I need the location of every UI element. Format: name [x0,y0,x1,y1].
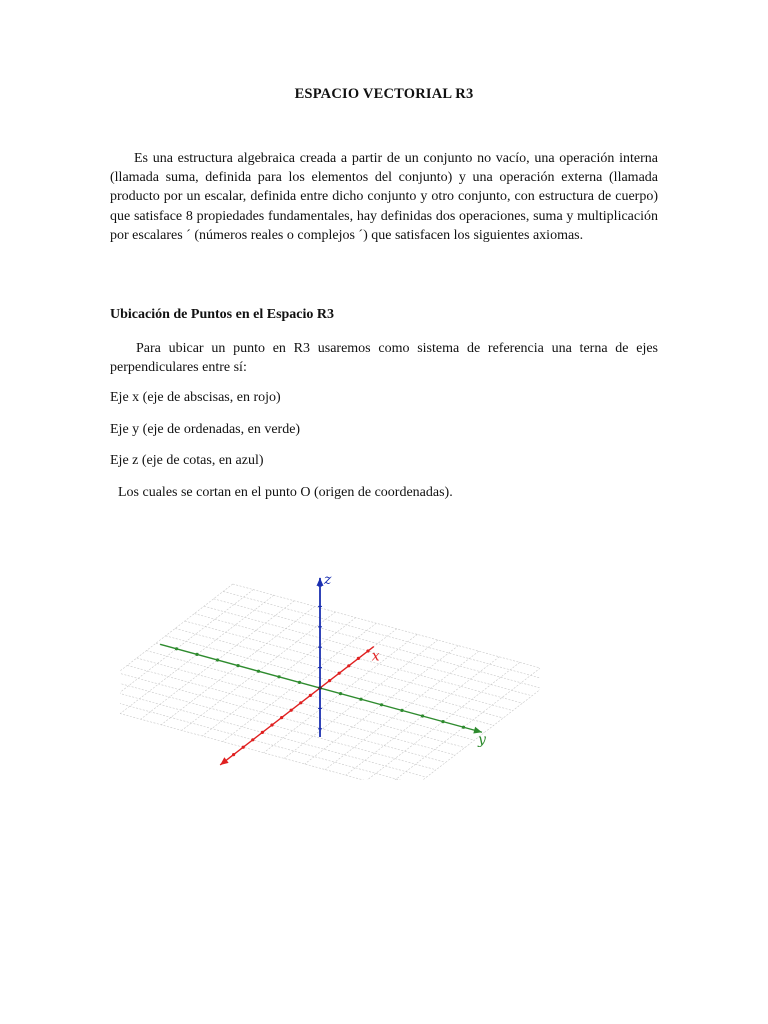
axis-z-description: Eje z (eje de cotas, en azul) [110,453,264,468]
y-axis-tick [441,720,444,723]
grid-line [120,680,436,770]
y-axis-tick [359,698,362,701]
x-axis-tick [242,746,245,749]
x-axis-tick [280,716,283,719]
origin-point [318,686,322,690]
grid-line [223,591,540,681]
x-axis-tick [299,701,302,704]
y-axis-tick [216,658,219,661]
coordinate-axes-diagram [120,570,540,780]
x-axis-tick [251,738,254,741]
x-axis-tick [338,672,341,675]
grid-line [233,584,540,674]
grid-line [120,590,253,708]
y-axis-tick [421,714,424,717]
axis-y-description: Eje y (eje de ordenadas, en verde) [110,422,301,437]
y-axis-tick [236,664,239,667]
grid-line [214,599,540,689]
x-axis-arrow [220,757,228,765]
grid-line [120,695,417,780]
y-axis-tick [257,670,260,673]
axis-x-description: Eje x (eje de abscisas, en rojo) [110,390,281,405]
x-axis-tick [270,723,273,726]
y-axis-tick [298,681,301,684]
x-axis-tick [232,753,235,756]
y-axis-tick [339,692,342,695]
x-axis-tick [261,731,264,734]
z-axis-label: z [324,571,332,588]
grid-line [120,584,233,702]
z-axis-arrow [317,578,324,586]
y-axis-tick [462,726,465,729]
y-axis-tick [380,703,383,706]
y-axis-tick [400,709,403,712]
y-axis-tick [195,653,198,656]
x-axis-label: x [371,648,380,665]
grid-line [120,702,407,780]
y-axis-tick [175,647,178,650]
y-axis-label: y [477,732,486,749]
y-axis-tick [277,675,280,678]
intro-paragraph: Es una estructura algebraica creada a partir de un conjunto no vacío, una operación interna (llamada suma, definida para los elementos del conjunto) y una operación externa (llamada producto por un escalar, definida entre dicho conjunto y otro conjunto, con estructura de cuerpo) que satisface 8 propiedades fundamentales, hay definidas dos operaciones, suma y multiplicación por escalares ´ (números reales o complejos ´) que satisfacen los siguientes axiomas. [110,151,658,243]
x-axis-tick [309,694,312,697]
document-title: ESPACIO VECTORIAL R3 [294,86,474,102]
section-paragraph: Para ubicar un punto en R3 usaremos como sistema de referencia una terna de ejes perpendiculares entre sí: [110,341,658,376]
x-axis-tick [328,679,331,682]
x-axis-tick [357,657,360,660]
coordinate-figure [120,570,540,780]
grid-line [120,688,426,778]
closing-line: Los cuales se cortan en el punto O (origen de coordenadas). [118,485,453,500]
grid-line [407,674,540,780]
axes-group [160,578,482,765]
x-axis-tick [347,664,350,667]
section-heading: Ubicación de Puntos en el Espacio R3 [110,307,335,322]
x-axis-tick [366,649,369,652]
x-axis-tick [290,709,293,712]
